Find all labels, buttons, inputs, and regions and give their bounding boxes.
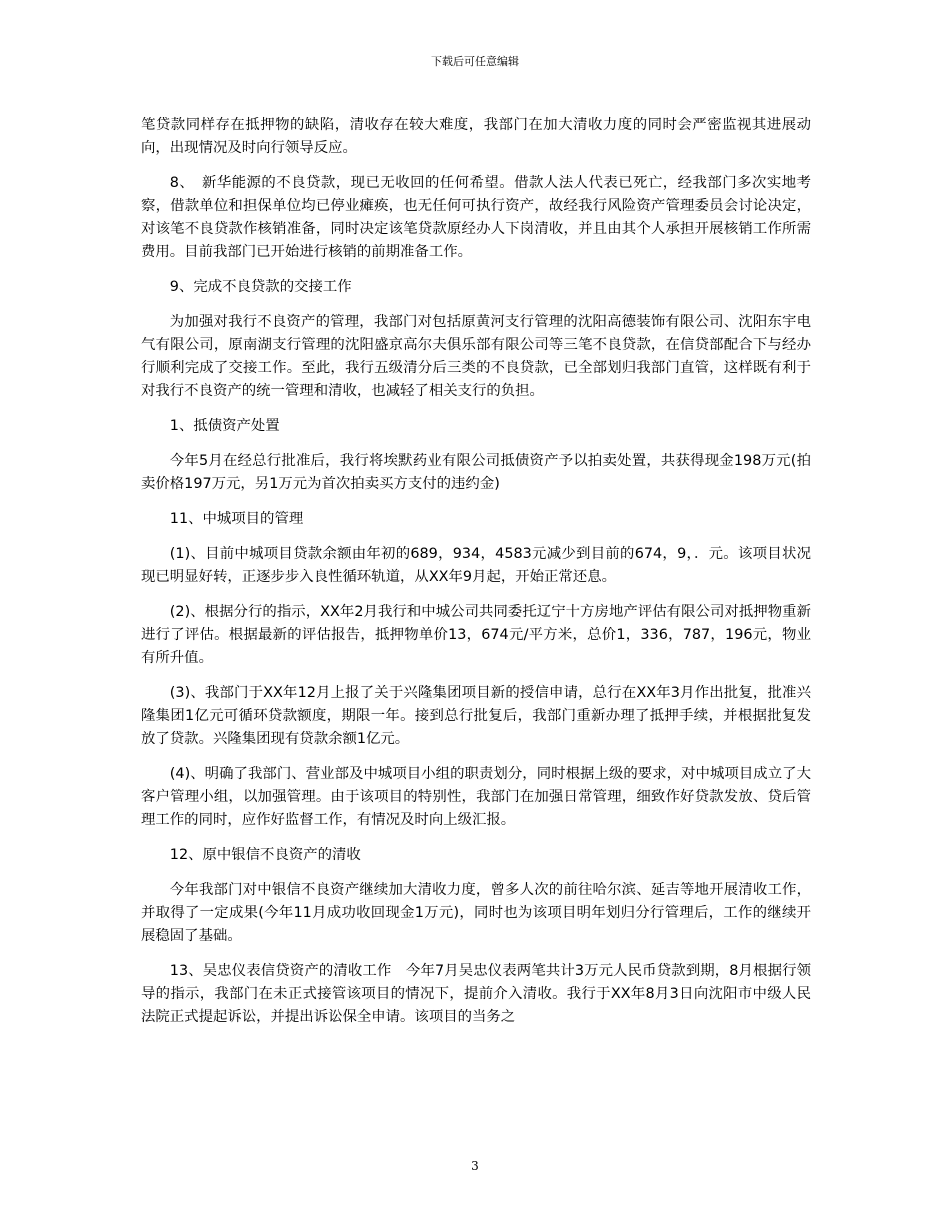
paragraph-item-8: 8、 新华能源的不良贷款，现已无收回的任何希望。借款人法人代表已死亡，经我部门多次实地考察，借款单位和担保单位均已停业瘫痪，也无任何可执行资产，故经我行风险资产管理委员会讨论决定，对该笔不良贷款作核销准备，同时决定该笔贷款原经办人下岗清收，并且由其个人承担开展核销工作所需费用。目前我部门已开始进行核销的前期准备工作。 (141, 175, 811, 260)
section-heading-11: 11、中城项目的管理 (169, 511, 304, 527)
section-heading-1: 1、抵债资产处置 (169, 418, 280, 434)
paragraph-item-1: 今年5月在经总行批准后，我行将埃默药业有限公司抵债资产予以拍卖处置，共获得现金198万元(拍卖价格197万元，另1万元为首次拍卖买方支付的违约金) (141, 453, 811, 492)
paragraph-item-12: 今年我部门对中银信不良资产继续加大清收力度，曾多人次的前往哈尔滨、延吉等地开展清收工作，并取得了一定成果(今年11月成功收回现金1万元)，同时也为该项目明年划归分行管理后，工作的继续开展稳固了基础。 (141, 882, 811, 944)
paragraph-item-13: 13、吴忠仪表信贷资产的清收工作 今年7月吴忠仪表两笔共计3万元人民币贷款到期，8月根据行领导的指示，我部门在未正式接管该项目的情况下，提前介入清收。我行于XX年8月3日向沈阳市中级人民法院正式提起诉讼，并提出诉讼保全申请。该项目的当务之 (141, 963, 811, 1025)
paragraph-11-1: (1)、目前中城项目贷款余额由年初的689，934，4583元减少到目前的674，9，．元。该项目状况现已明显好转，正逐步步入良性循环轨道，从XX年9月起，开始正常还息。 (141, 546, 811, 585)
section-heading-12: 12、原中银信不良资产的清收 (169, 847, 361, 863)
paragraph-item-9: 为加强对我行不良资产的管理，我部门对包括原黄河支行管理的沈阳高德装饰有限公司、沈阳东宇电气有限公司，原南湖支行管理的沈阳盛京高尔夫俱乐部有限公司等三笔不良贷款，在信贷部配合下与经办行顺利完成了交接工作。至此，我行五级清分后三类的不良贷款，已全部划归我部门直管，这样既有利于对我行不良资产的统一管理和清收，也减轻了相关支行的负担。 (141, 314, 811, 399)
paragraph-11-4: (4)、明确了我部门、营业部及中城项目小组的职责划分，同时根据上级的要求，对中城项目成立了大客户管理小组，以加强管理。由于该项目的特别性，我部门在加强日常管理，细致作好贷款发放、贷后管理工作的同时，应作好监督工作，有情况及时向上级汇报。 (141, 766, 811, 828)
page-number: 3 (471, 1159, 479, 1173)
document-body (141, 114, 811, 1041)
paragraph-11-3: (3)、我部门于XX年12月上报了关于兴隆集团项目新的授信申请，总行在XX年3月作出批复，批准兴隆集团1亿元可循环贷款额度，期限一年。接到总行批复后，我部门重新办理了抵押手续，并根据批复发放了贷款。兴隆集团现有贷款余额1亿元。 (141, 685, 811, 747)
paragraph-continuation: 笔贷款同样存在抵押物的缺陷，清收存在较大难度，我部门在加大清收力度的同时会严密监视其进展动向，出现情况及时向行领导反应。 (141, 117, 811, 156)
page-header: 下载后可任意编辑 (431, 55, 519, 68)
paragraph-11-2: (2)、根据分行的指示，XX年2月我行和中城公司共同委托辽宁十方房地产评估有限公司对抵押物重新进行了评估。根据最新的评估报告，抵押物单价13，674元/平方米，总价1，336，787，196元，物业有所升值。 (141, 604, 812, 666)
section-heading-9: 9、完成不良贷款的交接工作 (169, 279, 352, 295)
